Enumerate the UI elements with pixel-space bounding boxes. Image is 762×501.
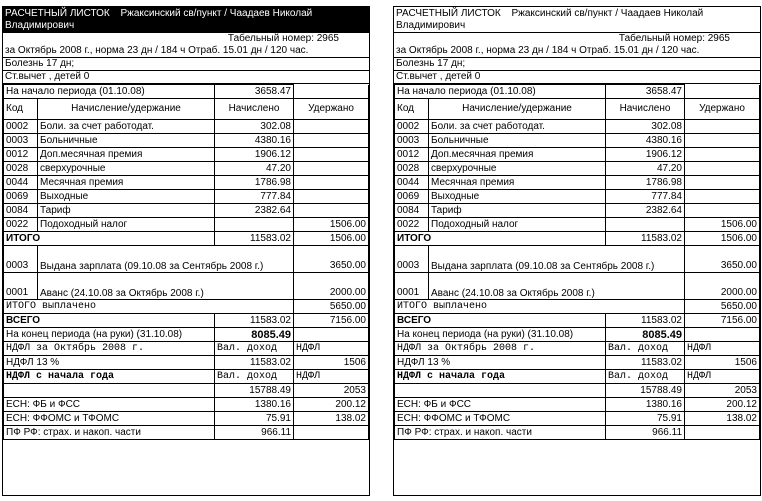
- grand-accrued: 11583.02: [215, 314, 294, 328]
- end-balance-label: На конец периода (на руки) (31.10.08): [4, 328, 215, 342]
- ndfl-month-row: [395, 342, 760, 356]
- esn-value-1: 966.11: [606, 426, 685, 440]
- payment-name: Выдана зарплата (09.10.08 за Сентябрь 2008 г.): [38, 246, 294, 273]
- row-code: 0044: [395, 176, 429, 190]
- val-income-label: Вал. доход: [606, 342, 685, 356]
- row-name: Подоходный налог: [38, 218, 215, 232]
- grand-withheld: 7156.00: [294, 314, 369, 328]
- row-withheld: [294, 190, 369, 204]
- row-name: Больничные: [429, 134, 606, 148]
- row-withheld: [685, 134, 760, 148]
- sick-line: Болезнь 17 дн;: [3, 58, 369, 71]
- esn-label: ЕСН: ФБ и ФСС: [395, 398, 606, 412]
- ndfl-year-row: [4, 370, 369, 384]
- end-balance-value: 8085.49: [606, 328, 685, 342]
- payment-row: [4, 273, 369, 300]
- row-accrued: 777.84: [606, 190, 685, 204]
- payment-value: 2000.00: [685, 273, 760, 300]
- col-withheld: Удержано: [685, 99, 760, 120]
- esn-value-2: [685, 426, 760, 440]
- row-withheld: [685, 176, 760, 190]
- grand-accrued: 11583.02: [606, 314, 685, 328]
- ndfl-year-label: НДФЛ с начала года: [395, 370, 606, 384]
- payment-name: Выдана зарплата (09.10.08 за Сентябрь 2008 г.): [429, 246, 685, 273]
- row-withheld: [685, 148, 760, 162]
- esn-label: ЕСН: ФФОМС и ТФОМС: [4, 412, 215, 426]
- row-withheld: [294, 176, 369, 190]
- col-name: Начисление/удержание: [429, 99, 606, 120]
- row-name: Больничные: [38, 134, 215, 148]
- ndfl-rate-income: 11583.02: [215, 356, 294, 370]
- row-withheld: [685, 162, 760, 176]
- end-balance-row: [4, 328, 369, 342]
- paid-value: 5650.00: [685, 300, 760, 314]
- row-name: сверхурочные: [38, 162, 215, 176]
- val-income-label-2: Вал. доход: [606, 370, 685, 384]
- esn-row: [4, 426, 369, 440]
- employee-name: Ржаксинский св/пункт / Чаадаев Николай Владимирович: [396, 8, 704, 31]
- row-accrued: 4380.16: [215, 134, 294, 148]
- row-name: Выходные: [38, 190, 215, 204]
- esn-row: [395, 398, 760, 412]
- ndfl-label-2: НДФЛ: [294, 370, 369, 384]
- row-code: 0002: [4, 120, 38, 134]
- ndfl-label: НДФЛ: [294, 342, 369, 356]
- accrual-row: [4, 190, 369, 204]
- start-balance-row: [4, 85, 369, 99]
- ndfl-year-values-row: [4, 384, 369, 398]
- total-accrued: 11583.02: [606, 232, 685, 246]
- row-code: 0084: [4, 204, 38, 218]
- accrual-row: [4, 134, 369, 148]
- payment-value: 3650.00: [685, 246, 760, 273]
- start-balance-value: 3658.47: [606, 85, 685, 99]
- payment-value: 3650.00: [294, 246, 369, 273]
- row-accrued: 302.08: [606, 120, 685, 134]
- row-code: 0022: [4, 218, 38, 232]
- payslip-left: [2, 6, 370, 496]
- row-name: Боли. за счет работодат.: [38, 120, 215, 134]
- accrual-row: [395, 134, 760, 148]
- payment-code: 0003: [395, 246, 429, 273]
- accrual-row: [395, 176, 760, 190]
- accrual-rows: [4, 120, 369, 232]
- row-name: сверхурочные: [429, 162, 606, 176]
- deduction-line: Ст.вычет , детей 0: [3, 71, 369, 84]
- row-code: 0012: [4, 148, 38, 162]
- row-code: 0028: [4, 162, 38, 176]
- row-accrued: 2382.64: [215, 204, 294, 218]
- paid-row: [4, 300, 369, 314]
- ndfl-label: НДФЛ: [685, 342, 760, 356]
- payment-code: 0001: [395, 273, 429, 300]
- slip-title: РАСЧЕТНЫЙ ЛИСТОК: [396, 8, 501, 19]
- slip-header: [394, 7, 760, 33]
- row-withheld: 1506.00: [294, 218, 369, 232]
- row-name: Тариф: [429, 204, 606, 218]
- accrual-row: [4, 176, 369, 190]
- ndfl-rate-label: НДФЛ 13 %: [4, 356, 215, 370]
- row-withheld: [294, 148, 369, 162]
- row-withheld: [294, 134, 369, 148]
- end-balance-label: На конец периода (на руки) (31.10.08): [395, 328, 606, 342]
- accrual-row: [4, 204, 369, 218]
- accrual-row: [395, 204, 760, 218]
- ndfl-month-row: [4, 342, 369, 356]
- row-code: 0044: [4, 176, 38, 190]
- grand-total-row: [4, 314, 369, 328]
- start-balance-row: [395, 85, 760, 99]
- sick-line: Болезнь 17 дн;: [394, 58, 760, 71]
- row-accrued: [606, 218, 685, 232]
- row-name: Месячная премия: [38, 176, 215, 190]
- period-line: за Октябрь 2008 г., норма 23 дн / 184 ч Отраб. 15.01 дн / 120 час.: [394, 45, 760, 58]
- paid-row: [395, 300, 760, 314]
- payment-code: 0001: [4, 273, 38, 300]
- esn-rows: [4, 398, 369, 440]
- row-withheld: [685, 204, 760, 218]
- total-row: [395, 232, 760, 246]
- esn-label: ПФ РФ: страх. и накоп. части: [4, 426, 215, 440]
- end-balance-value: 8085.49: [215, 328, 294, 342]
- row-name: Тариф: [38, 204, 215, 218]
- tab-number: Табельный номер: 2965: [618, 33, 730, 44]
- ndfl-rate-row: [4, 356, 369, 370]
- accrual-row: [395, 190, 760, 204]
- esn-value-1: 75.91: [606, 412, 685, 426]
- row-accrued: 777.84: [215, 190, 294, 204]
- esn-value-2: [294, 426, 369, 440]
- row-name: Боли. за счет работодат.: [429, 120, 606, 134]
- row-name: Подоходный налог: [429, 218, 606, 232]
- tab-number: Табельный номер: 2965: [227, 33, 339, 44]
- ndfl-rate-label: НДФЛ 13 %: [395, 356, 606, 370]
- row-accrued: [215, 218, 294, 232]
- slip-table: [3, 84, 369, 440]
- row-code: 0012: [395, 148, 429, 162]
- ndfl-year-label: НДФЛ с начала года: [4, 370, 215, 384]
- total-withheld: 1506.00: [294, 232, 369, 246]
- row-accrued: 1786.98: [606, 176, 685, 190]
- start-balance-label: На начало периода (01.10.08): [395, 85, 606, 99]
- payment-rows: [4, 246, 369, 300]
- esn-label: ЕСН: ФБ и ФСС: [4, 398, 215, 412]
- esn-row: [4, 398, 369, 412]
- deduction-line: Ст.вычет , детей 0: [394, 71, 760, 84]
- row-accrued: 47.20: [606, 162, 685, 176]
- start-balance-label: На начало периода (01.10.08): [4, 85, 215, 99]
- col-withheld: Удержано: [294, 99, 369, 120]
- column-headers: [395, 99, 760, 120]
- paid-label: ИТОГО выплачено: [395, 300, 685, 314]
- val-income-label-2: Вал. доход: [215, 370, 294, 384]
- row-withheld: [685, 120, 760, 134]
- grand-label: ВСЕГО: [395, 314, 606, 328]
- ndfl-label-2: НДФЛ: [685, 370, 760, 384]
- row-code: 0003: [395, 134, 429, 148]
- accrual-row: [4, 162, 369, 176]
- accrual-row: [395, 120, 760, 134]
- esn-value-2: 200.12: [685, 398, 760, 412]
- ndfl-month-label: НДФЛ за Октябрь 2008 г.: [4, 342, 215, 356]
- row-name: Доп.месячная премия: [429, 148, 606, 162]
- esn-row: [395, 426, 760, 440]
- row-code: 0022: [395, 218, 429, 232]
- row-accrued: 1906.12: [215, 148, 294, 162]
- total-withheld: 1506.00: [685, 232, 760, 246]
- esn-label: ПФ РФ: страх. и накоп. части: [395, 426, 606, 440]
- ndfl-rate-tax: 1506: [685, 356, 760, 370]
- ndfl-year-tax: 2053: [294, 384, 369, 398]
- row-name: Месячная премия: [429, 176, 606, 190]
- end-balance-row: [395, 328, 760, 342]
- esn-row: [395, 412, 760, 426]
- row-code: 0069: [4, 190, 38, 204]
- accrual-rows: [395, 120, 760, 232]
- payment-code: 0003: [4, 246, 38, 273]
- row-code: 0003: [4, 134, 38, 148]
- grand-label: ВСЕГО: [4, 314, 215, 328]
- payment-row: [395, 246, 760, 273]
- val-income-label: Вал. доход: [215, 342, 294, 356]
- accrual-row: [4, 218, 369, 232]
- row-accrued: 1906.12: [606, 148, 685, 162]
- ndfl-year-income: 15788.49: [606, 384, 685, 398]
- accrual-row: [395, 148, 760, 162]
- row-accrued: 4380.16: [606, 134, 685, 148]
- row-name: Доп.месячная премия: [38, 148, 215, 162]
- grand-withheld: 7156.00: [685, 314, 760, 328]
- payment-name: Аванс (24.10.08 за Октябрь 2008 г.): [38, 273, 294, 300]
- row-code: 0084: [395, 204, 429, 218]
- accrual-row: [395, 218, 760, 232]
- esn-value-2: 138.02: [685, 412, 760, 426]
- esn-value-2: 138.02: [294, 412, 369, 426]
- payment-row: [395, 273, 760, 300]
- paid-label: ИТОГО выплачено: [4, 300, 294, 314]
- esn-value-1: 966.11: [215, 426, 294, 440]
- ndfl-year-income: 15788.49: [215, 384, 294, 398]
- slip-table: [394, 84, 760, 440]
- row-withheld: [294, 162, 369, 176]
- row-accrued: 1786.98: [215, 176, 294, 190]
- esn-value-1: 1380.16: [215, 398, 294, 412]
- ndfl-year-tax: 2053: [685, 384, 760, 398]
- row-code: 0069: [395, 190, 429, 204]
- col-name: Начисление/удержание: [38, 99, 215, 120]
- esn-label: ЕСН: ФФОМС и ТФОМС: [395, 412, 606, 426]
- esn-row: [4, 412, 369, 426]
- ndfl-year-values-row: [395, 384, 760, 398]
- total-label: ИТОГО: [4, 232, 215, 246]
- row-withheld: [685, 190, 760, 204]
- col-code: Код: [4, 99, 38, 120]
- row-withheld: [294, 204, 369, 218]
- row-code: 0028: [395, 162, 429, 176]
- accrual-row: [4, 148, 369, 162]
- ndfl-month-label: НДФЛ за Октябрь 2008 г.: [395, 342, 606, 356]
- esn-value-1: 75.91: [215, 412, 294, 426]
- total-accrued: 11583.02: [215, 232, 294, 246]
- grand-total-row: [395, 314, 760, 328]
- period-line: за Октябрь 2008 г., норма 23 дн / 184 ч Отраб. 15.01 дн / 120 час.: [3, 45, 369, 58]
- col-code: Код: [395, 99, 429, 120]
- accrual-row: [4, 120, 369, 134]
- row-code: 0002: [395, 120, 429, 134]
- total-row: [4, 232, 369, 246]
- row-accrued: 302.08: [215, 120, 294, 134]
- payslip-right: [393, 6, 761, 496]
- row-accrued: 47.20: [215, 162, 294, 176]
- row-withheld: [294, 120, 369, 134]
- row-withheld: 1506.00: [685, 218, 760, 232]
- start-balance-value: 3658.47: [215, 85, 294, 99]
- column-headers: [4, 99, 369, 120]
- slip-header: [3, 7, 369, 33]
- paid-value: 5650.00: [294, 300, 369, 314]
- row-accrued: 2382.64: [606, 204, 685, 218]
- ndfl-rate-row: [395, 356, 760, 370]
- row-name: Выходные: [429, 190, 606, 204]
- ndfl-year-row: [395, 370, 760, 384]
- payment-name: Аванс (24.10.08 за Октябрь 2008 г.): [429, 273, 685, 300]
- esn-rows: [395, 398, 760, 440]
- esn-value-1: 1380.16: [606, 398, 685, 412]
- col-accrued: Начислено: [215, 99, 294, 120]
- payment-row: [4, 246, 369, 273]
- payment-value: 2000.00: [294, 273, 369, 300]
- employee-name: Ржаксинский св/пункт / Чаадаев Николай Владимирович: [5, 8, 313, 31]
- esn-value-2: 200.12: [294, 398, 369, 412]
- total-label: ИТОГО: [395, 232, 606, 246]
- accrual-row: [395, 162, 760, 176]
- ndfl-rate-tax: 1506: [294, 356, 369, 370]
- payment-rows: [395, 246, 760, 300]
- ndfl-rate-income: 11583.02: [606, 356, 685, 370]
- col-accrued: Начислено: [606, 99, 685, 120]
- slip-title: РАСЧЕТНЫЙ ЛИСТОК: [5, 8, 110, 19]
